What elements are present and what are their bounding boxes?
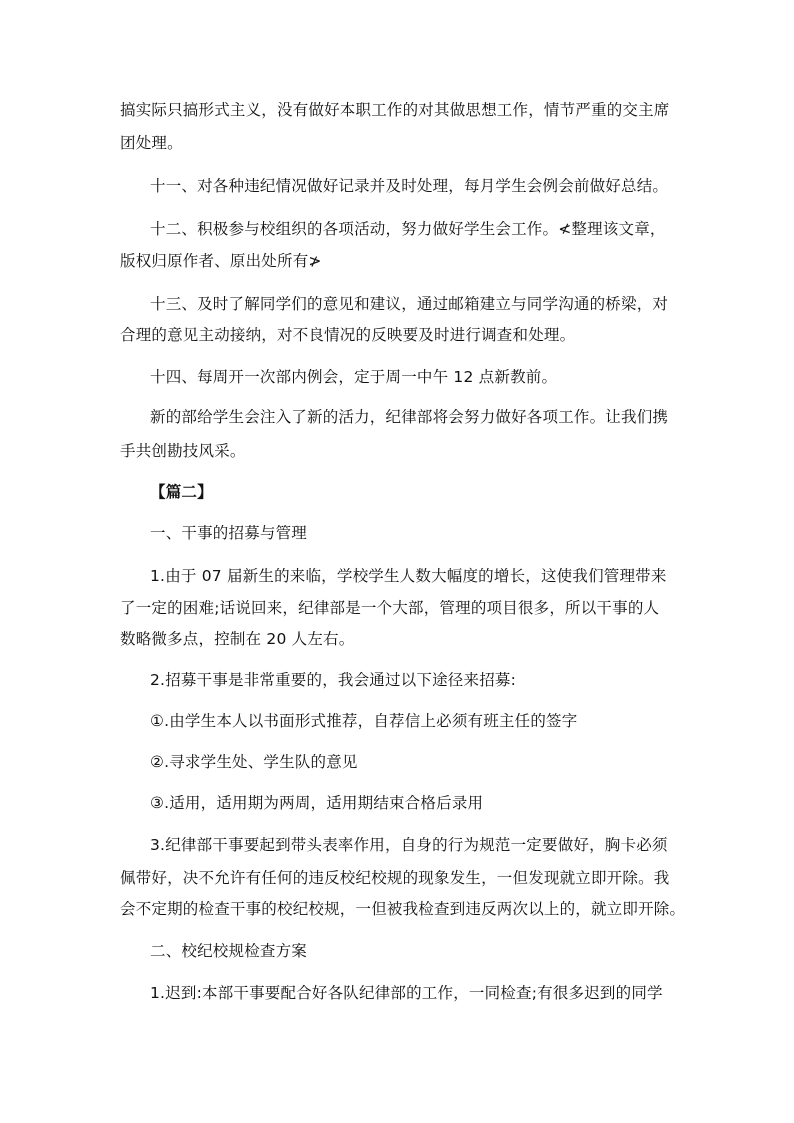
text-line: 十一、对各种违纪情况做好记录并及时处理，每月学生会例会前做好总结。 [150,177,669,195]
list-item: ③.适用，适用期为两周，适用期结束合格后录用 [150,794,484,812]
list-item: ①.由学生本人以书面形式推荐，自荐信上必须有班主任的签字 [150,712,578,730]
section-heading: 【篇二】 [150,483,213,501]
text-line: 合理的意见主动接纳，对不良情况的反映要及时进行调查和处理。 [120,326,576,344]
text-line: 了一定的困难;话说回来，纪律部是一个大部，管理的项目很多，所以干事的人 [120,599,660,617]
text-line: 1.由于 07 届新生的来临，学校学生人数大幅度的增长，这使我们管理带来 [150,567,667,585]
text-line: 会不定期的检查干事的校纪校规，一但被我检查到违反两次以上的，就立即开除。 [120,900,686,918]
text-line: 1.迟到:本部干事要配合好各队纪律部的工作，一同检查;有很多迟到的同学 [150,984,663,1002]
list-item: ②.寻求学生处、学生队的意见 [150,753,358,771]
text-line: 手共创勘技风采。 [120,442,246,460]
text-line: 十三、及时了解同学们的意见和建议，通过邮箱建立与同学沟通的桥梁，对 [150,295,669,313]
text-line: 数略微多点，控制在 20 人左右。 [120,630,355,648]
text-line: 团处理。 [120,134,183,152]
subheading: 二、校纪校规检查方案 [150,942,308,960]
text-line: 佩带好，决不允许有任何的违反校纪校规的现象发生，一但发现就立即开除。我 [120,869,670,887]
text-line: 十二、积极参与校组织的各项活动，努力做好学生会工作。≮整理该文章， [150,220,666,238]
text-line: 新的部给学生会注入了新的活力，纪律部将会努力做好各项工作。让我们携 [150,408,669,426]
text-line: 十四、每周开一次部内例会，定于周一中午 12 点新教前。 [150,368,558,386]
text-line: 版权归原作者、原出处所有≯ [120,252,322,270]
text-line: 3.纪律部干事要起到带头表率作用，自身的行为规范一定要做好，胸卡必须 [150,836,668,854]
text-line: 2.招募干事是非常重要的，我会通过以下途径来招募: [150,671,517,689]
text-line: 搞实际只搞形式主义，没有做好本职工作的对其做思想工作，情节严重的交主席 [120,101,670,119]
subheading: 一、干事的招募与管理 [150,524,308,542]
